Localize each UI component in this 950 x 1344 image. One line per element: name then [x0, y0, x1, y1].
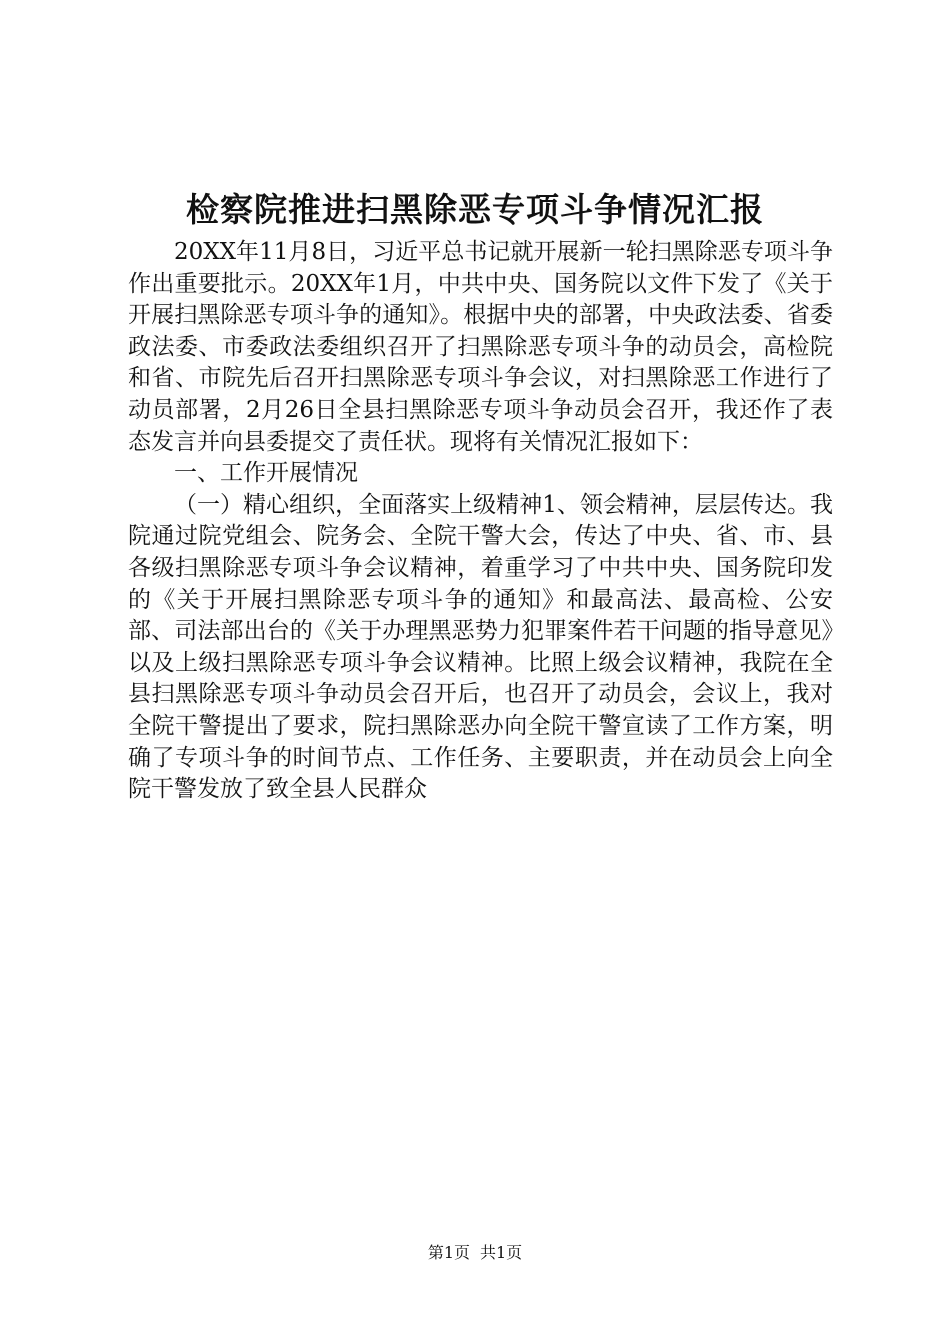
document-body — [128, 237, 833, 806]
section-heading: 一、工作开展情况 — [174, 460, 358, 487]
page-total: 共1页 — [480, 1243, 523, 1262]
intro-paragraph: 20XX年11月8日，习近平总书记就开展新一轮扫黑除恶专项斗争作出重要批示。20XX年1月，中共中央、国务院以文件下发了《关于开展扫黑除恶专项斗争的通知》。根据中央的部署，中央政法委、省委政法委、市委政法委组织召开了扫黑除恶专项斗争的动员会，高检院和省、市院先后召开扫黑除恶专项斗争会议，对扫黑除恶工作进行了动员部署，2月26日全县扫黑除恶专项斗争动员会召开，我还作了表态发言并向县委提交了责任状。现将有关情况汇报如下： — [128, 239, 833, 455]
page-number: 第1页 — [427, 1243, 470, 1262]
document-title: 检察院推进扫黑除恶专项斗争情况汇报 — [186, 190, 764, 229]
subsection-paragraph: （一）精心组织，全面落实上级精神1、领会精神，层层传达。我院通过院党组会、院务会、全院干警大会，传达了中央、省、市、县各级扫黑除恶专项斗争会议精神，着重学习了中共中央、国务院印发的《关于开展扫黑除恶专项斗争的通知》和最高法、最高检、公安部、司法部出台的《关于办理黑恶势力犯罪案件若干问题的指导意见》以及上级扫黑除恶专项斗争会议精神。比照上级会议精神，我院在全县扫黑除恶专项斗争动员会召开后，也召开了动员会，会议上，我对全院干警提出了要求，院扫黑除恶办向全院干警宣读了工作方案，明确了专项斗争的时间节点、工作任务、主要职责，并在动员会上向全院干警发放了致全县人民群众 — [128, 491, 833, 803]
page-footer — [0, 1243, 950, 1263]
